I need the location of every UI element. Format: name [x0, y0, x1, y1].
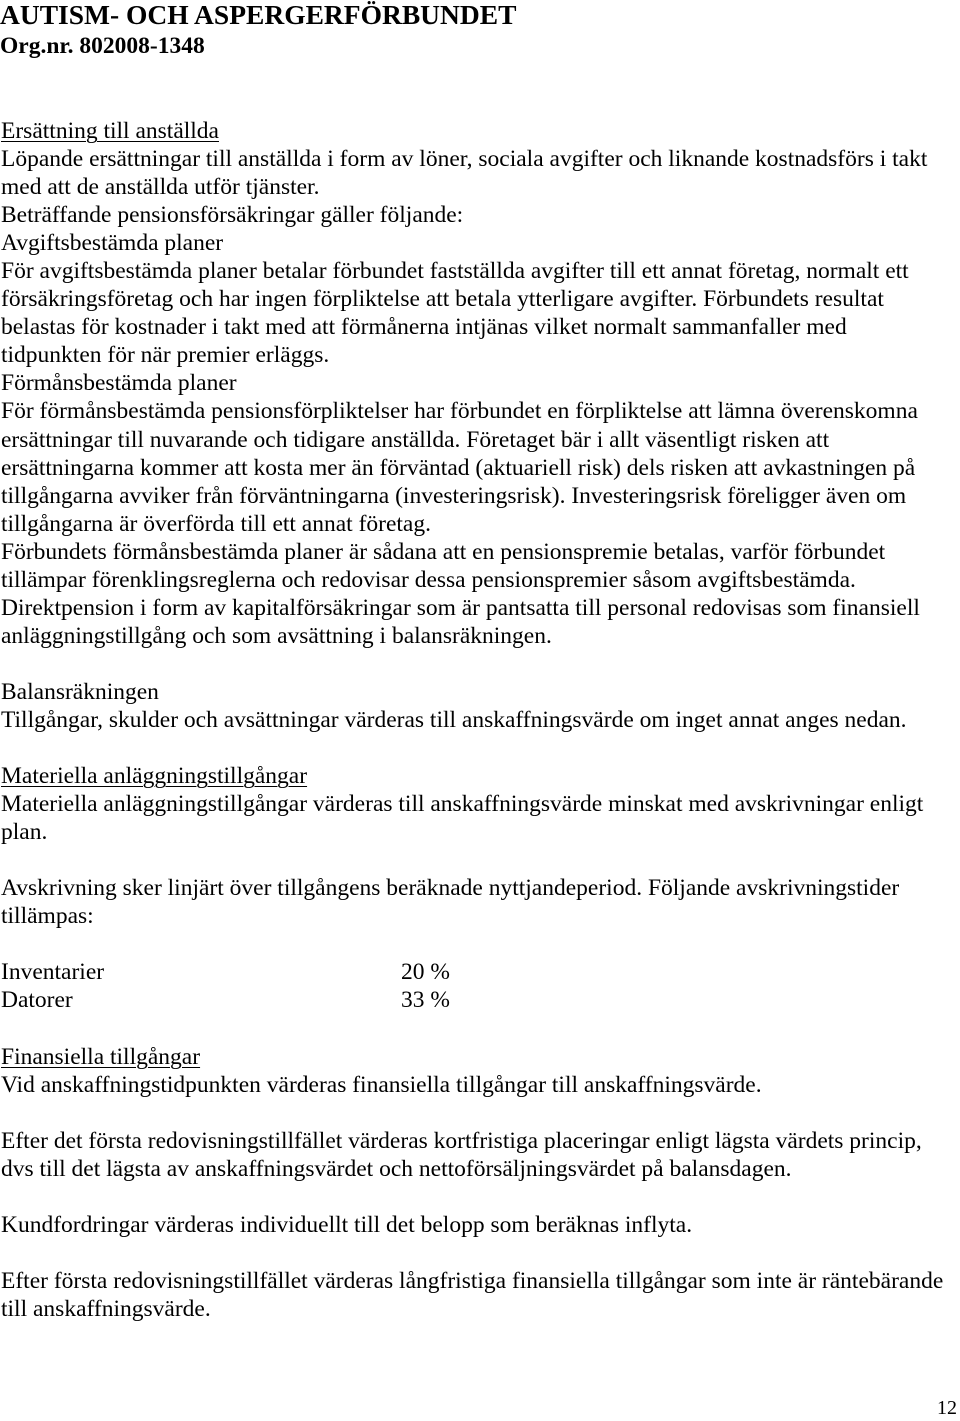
- text-line: med att de anställda utför tjänster.: [1, 174, 320, 201]
- text-line: försäkringsföretag och har ingen förpliktelse att betala ytterligare avgifter. Förbundets resultat: [1, 286, 884, 313]
- text-line: Materiella anläggningstillgångar värderas till anskaffningsvärde minskat med avskrivningar enligt: [1, 791, 924, 818]
- page-number: 12: [937, 1397, 957, 1419]
- paragraph-spacer: [1, 930, 959, 958]
- text-line: Tillgångar, skulder och avsättningar värderas till anskaffningsvärde om inget annat anges nedan.: [1, 706, 907, 733]
- paragraph-spacer: [1, 1015, 959, 1043]
- text-line: Efter det första redovisningstillfället värderas kortfristiga placeringar enligt lägsta värdets princip,: [1, 1127, 922, 1154]
- paragraph-spacer: [1, 1099, 959, 1127]
- text-line: tillämpas:: [1, 903, 94, 930]
- section-heading-balansrakningen: Balansräkningen: [1, 678, 159, 705]
- text-line: Förbundets förmånsbestämda planer är sådana att en pensionspremie betalas, varför förbundet: [1, 538, 886, 565]
- text-line: till anskaffningsvärde.: [1, 1295, 211, 1322]
- paragraph-spacer: [1, 734, 959, 762]
- depreciation-rate-value: 20 %: [401, 959, 450, 986]
- organization-number: Org.nr. 802008-1348: [0, 33, 205, 59]
- depreciation-rate-row: [1, 958, 959, 986]
- text-line: tillgångarna avviker från förväntningarna (investeringsrisk). Investeringsrisk föreligger även om: [1, 482, 907, 509]
- depreciation-asset-name: Datorer: [1, 987, 73, 1014]
- section-heading-materiella-anlaggningstillgangar: Materiella anläggningstillgångar: [1, 763, 308, 790]
- paragraph-spacer: [1, 650, 959, 678]
- text-line: Vid anskaffningstidpunkten värderas finansiella tillgångar till anskaffningsvärde.: [1, 1071, 762, 1098]
- section-finansiella: [1, 1043, 959, 1071]
- text-line: belastas för kostnader i takt med att förmånerna intjänas vilket normalt sammanfaller med: [1, 314, 847, 341]
- text-line: Kundfordringar värderas individuellt till det belopp som beräknas inflyta.: [1, 1211, 693, 1238]
- text-line: tidpunkten för när premier erläggs.: [1, 342, 330, 369]
- text-line: plan.: [1, 819, 48, 846]
- section-heading-finansiella-tillgangar: Finansiella tillgångar: [1, 1043, 201, 1070]
- subheading-formansbestamda-planer: Förmånsbestämda planer: [1, 370, 237, 397]
- paragraph-spacer: [1, 846, 959, 874]
- text-line: dvs till det lägsta av anskaffningsvärdet och nettoförsäljningsvärdet på balansdagen.: [1, 1155, 792, 1182]
- section-heading-ersattning-till-anstallda: Ersättning till anställda: [1, 118, 219, 144]
- organization-name: AUTISM- OCH ASPERGERFÖRBUNDET: [0, 0, 517, 30]
- text-line: Efter första redovisningstillfället värderas långfristiga finansiella tillgångar som inte är räntebärande: [1, 1267, 944, 1294]
- depreciation-rate-row: [1, 986, 959, 1014]
- depreciation-rate-value: 33 %: [401, 987, 450, 1014]
- text-line: Beträffande pensionsförsäkringar gäller följande:: [1, 202, 464, 229]
- document-body: [1, 117, 959, 1323]
- paragraph-spacer: [1, 1183, 959, 1211]
- text-line: Direktpension i form av kapitalförsäkringar som är pantsatta till personal redovisas som finansiell: [1, 594, 920, 621]
- subheading-avgiftsbestamda-planer: Avgiftsbestämda planer: [1, 230, 224, 257]
- text-line: tillgångarna är överförda till ett annat företag.: [1, 510, 431, 537]
- text-line: Avskrivning sker linjärt över tillgångens beräknade nyttjandeperiod. Följande avskrivningstider: [1, 875, 900, 902]
- section-materiella: [1, 762, 959, 790]
- text-line: För förmånsbestämda pensionsförpliktelser har förbundet en förpliktelse att lämna överenskomna: [1, 398, 918, 425]
- depreciation-asset-name: Inventarier: [1, 959, 105, 986]
- text-line: tillämpar förenklingsreglerna och redovisar dessa pensionspremier såsom avgiftsbestämda.: [1, 566, 856, 593]
- paragraph-spacer: [1, 1239, 959, 1267]
- text-line: Löpande ersättningar till anställda i form av löner, sociala avgifter och liknande kostnadsförs i takt: [1, 146, 928, 173]
- text-line: För avgiftsbestämda planer betalar förbundet fastställda avgifter till ett annat företag, normalt ett: [1, 258, 909, 285]
- section-ersattning: [1, 117, 959, 145]
- text-line: ersättningarna kommer att kosta mer än förväntad (aktuariell risk) dels risken att avkastningen på: [1, 454, 916, 481]
- text-line: anläggningstillgång och som avsättning i balansräkningen.: [1, 622, 552, 649]
- text-line: ersättningar till nuvarande och tidigare anställda. Företaget bär i allt väsentligt risken att: [1, 426, 830, 453]
